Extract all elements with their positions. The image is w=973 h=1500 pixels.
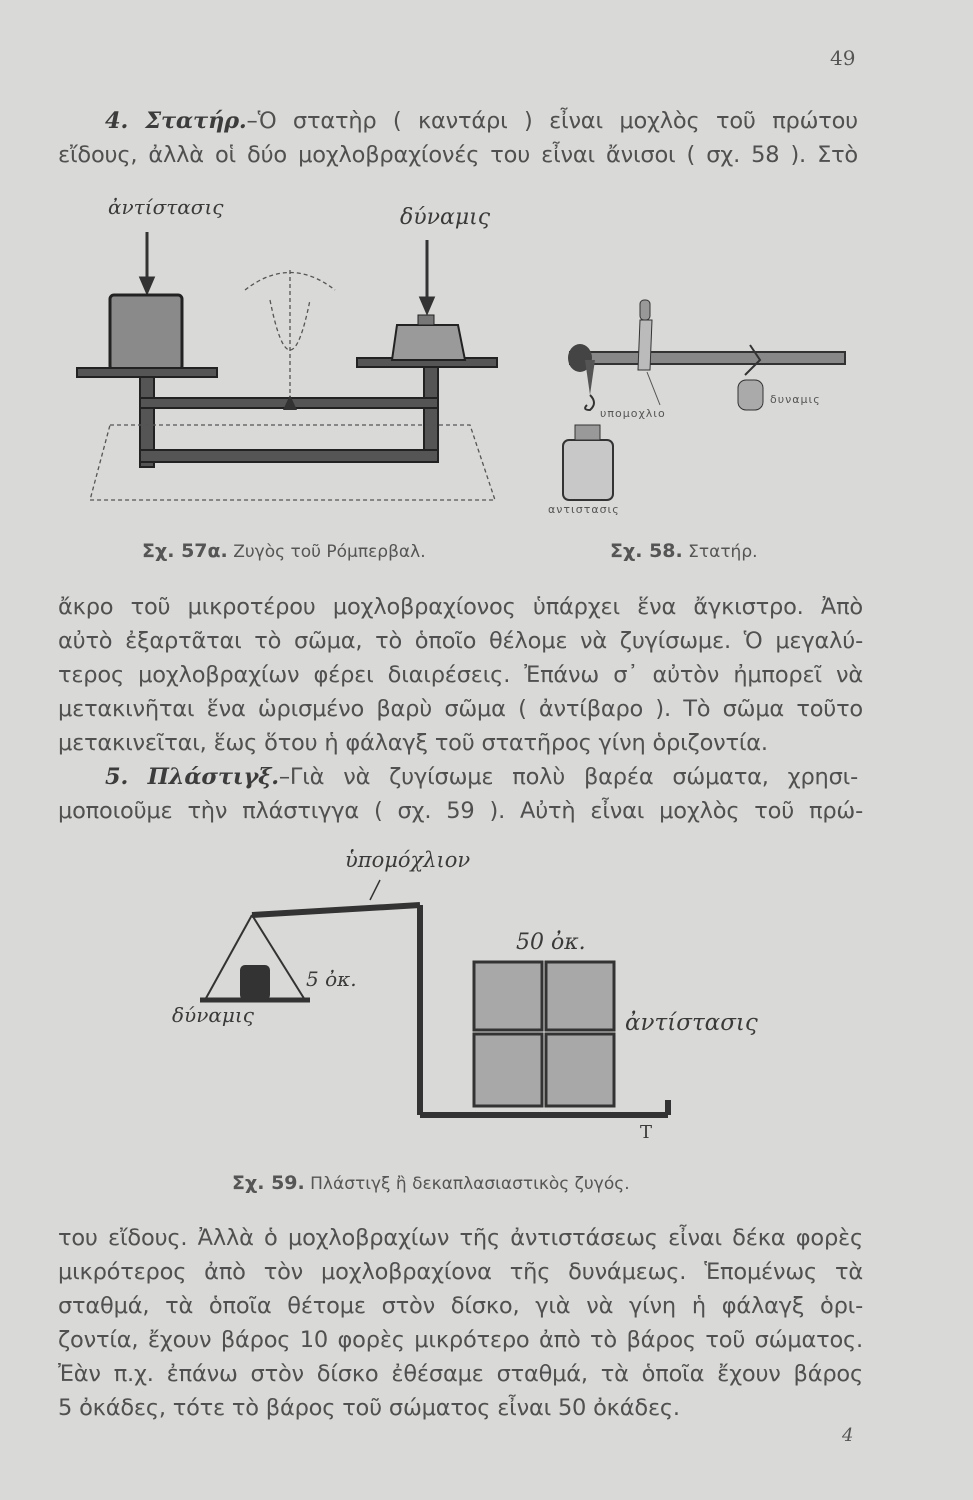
- fig59-label-5: 5 ὀκ.: [306, 967, 357, 991]
- fig57a-label-resistance: ἀντίστασις: [108, 195, 224, 219]
- paragraph3-line-1: του εἴδους. Ἀλλὰ ὁ μοχλοβραχίων τῆς ἀντιστάσεως εἶναι δέκα φορὲς: [58, 1225, 863, 1251]
- fig59-label-T: Τ: [640, 1122, 653, 1143]
- paragraph3-line-3: σταθμά, τὰ ὁποῖα θέτομε στὸν δίσκο, γιὰ νὰ γίνη ἡ φάλαγξ ὁρι-: [58, 1293, 863, 1319]
- section5-line-1: 5. Πλάστιγξ.–Γιὰ νὰ ζυγίσωμε πολὺ βαρέα σώματα, χρησι-: [105, 764, 858, 790]
- section5-line-2: μοποιοῦμε τὴν πλάστιγγα ( σχ. 59 ). Αὐτὴ εἶναι μοχλὸς τοῦ πρώ-: [58, 798, 863, 824]
- fig58-label-fulcrum: υπομοχλιο: [600, 407, 666, 420]
- section4-heading: 4. Στατήρ.: [105, 108, 247, 134]
- fig58-label-force: δυναμις: [770, 393, 821, 406]
- page-number: 49: [830, 46, 856, 70]
- section4-line-2: εἴδους, ἀλλὰ οἱ δύο μοχλοβραχίονές του εἶναι ἄνισοι ( σχ. 58 ). Στὸ: [58, 142, 858, 168]
- fig59-label-fulcrum: ὑπομόχλιον: [345, 848, 471, 872]
- paragraph2-line-5: μετακινεῖται, ἕως ὅτου ἡ φάλαγξ τοῦ στατῆρος γίνη ὁριζοντία.: [58, 730, 768, 756]
- paragraph2-line-1: ἄκρο τοῦ μικροτέρου μοχλοβραχίονος ὑπάρχει ἕνα ἄγκιστρο. Ἀπὸ: [58, 594, 863, 620]
- paragraph2-line-3: τερος μοχλοβραχίων φέρει διαιρέσεις. Ἐπάνω σ᾽ αὐτὸν ἠμπορεῖ νὰ: [58, 662, 863, 688]
- fig58-label-resistance: αντιστασις: [548, 503, 620, 516]
- fig59-label-50: 50 ὀκ.: [516, 930, 586, 955]
- section5-heading: 5. Πλάστιγξ.: [105, 764, 279, 790]
- fig58-caption: Σχ. 58. Στατήρ.: [610, 540, 758, 562]
- fig59-caption: Σχ. 59. Πλάστιγξ ἢ δεκαπλασιαστικὸς ζυγός.: [232, 1172, 630, 1194]
- fig57a-caption: Σχ. 57α. Ζυγὸς τοῦ Ρόμπερβαλ.: [142, 540, 426, 562]
- paragraph3-line-4: ζοντία, ἔχουν βάρος 10 φορὲς μικρότερο ἀπὸ τὸ βάρος τοῦ σώματος.: [58, 1327, 863, 1353]
- fig59-label-resistance: ἀντίστασις: [625, 1010, 758, 1036]
- section4-line-1: 4. Στατήρ.–Ὁ στατὴρ ( καντάρι ) εἶναι μοχλὸς τοῦ πρώτου: [105, 108, 858, 134]
- footer-signature-mark: 4: [842, 1425, 854, 1446]
- paragraph2-line-4: μετακινῆται ἕνα ὡρισμένο βαρὺ σῶμα ( ἀντίβαρο ). Τὸ σῶμα τοῦτο: [58, 696, 863, 722]
- fig57a-label-force: δύναμις: [400, 205, 491, 230]
- paragraph3-line-6: 5 ὀκάδες, τότε τὸ βάρος τοῦ σώματος εἶναι 50 ὀκάδες.: [58, 1395, 680, 1421]
- paragraph3-line-2: μικρότερος ἀπὸ τὸν μοχλοβραχίονα τῆς δυνάμεως. Ἑπομένως τὰ: [58, 1259, 863, 1285]
- paragraph2-line-2: αὐτὸ ἐξαρτᾶται τὸ σῶμα, τὸ ὁποῖο θέλομε νὰ ζυγίσωμε. Ὁ μεγαλύ-: [58, 628, 863, 654]
- fig59-label-force: δύναμις: [172, 1003, 254, 1027]
- paragraph3-line-5: Ἐὰν π.χ. ἐπάνω στὸν δίσκο ἐθέσαμε σταθμά, τὰ ὁποῖα ἔχουν βάρος: [58, 1361, 863, 1387]
